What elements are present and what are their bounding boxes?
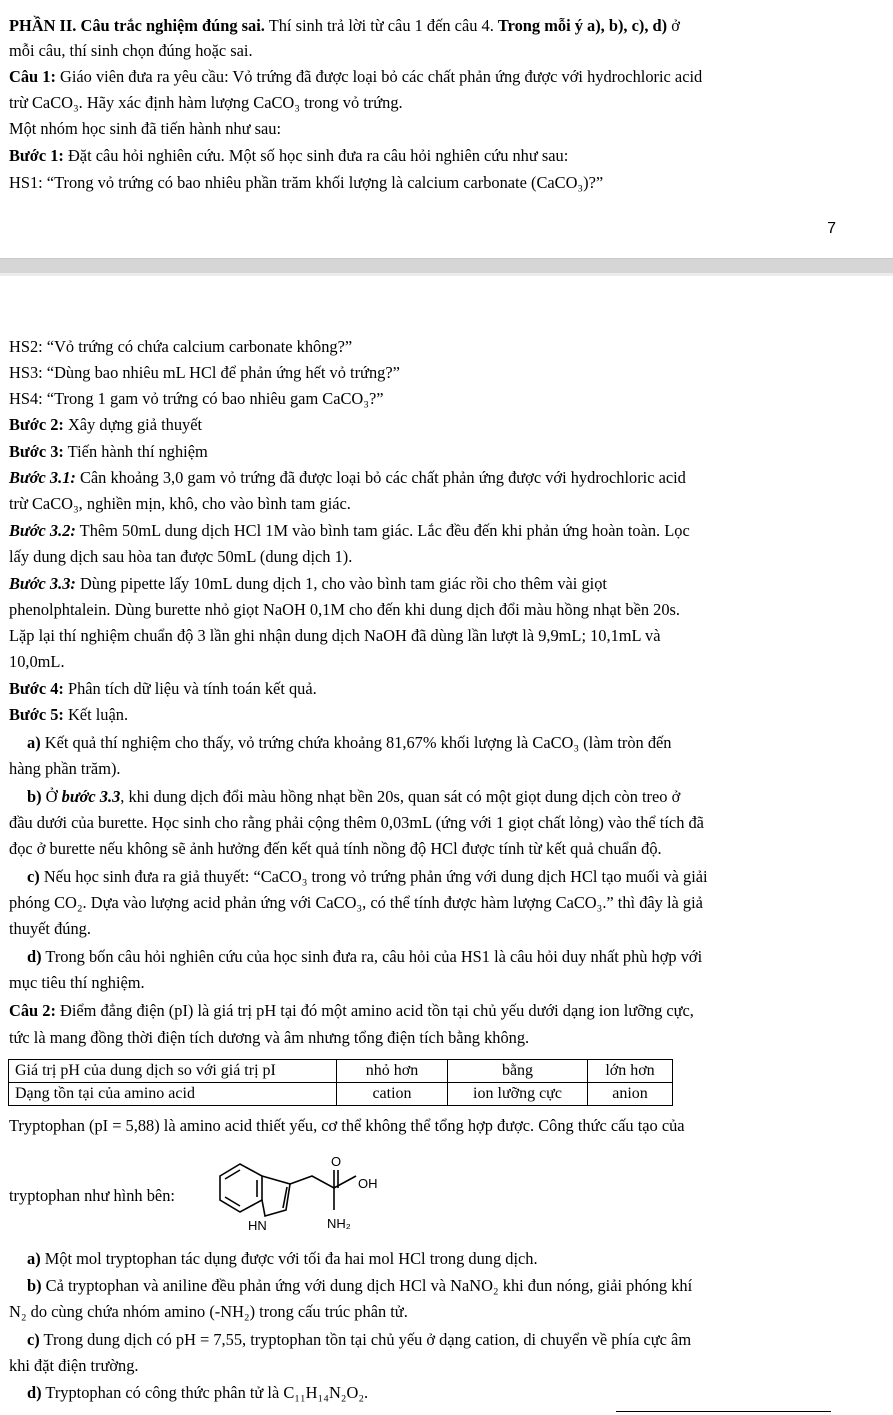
step5 (9, 704, 883, 726)
page-break-shadow (0, 273, 893, 276)
option-b-text: , khi dung dịch đổi màu hồng nhạt bền 20s, quan sát có một giọt dung dịch còn treo ở (120, 787, 681, 806)
q2-option-c-cont: khi đặt điện trường. (9, 1356, 139, 1375)
page-number: 7 (827, 220, 836, 237)
q1-option-a (27, 732, 883, 754)
step2 (9, 414, 883, 436)
hs3-question: HS3: “Dùng bao nhiêu mL HCl để phản ứng hết vỏ trứng?” (9, 363, 400, 382)
step4 (9, 678, 883, 700)
step3-3-label: Bước 3.3: (9, 574, 76, 593)
step2-text: Xây dựng giả thuyết (63, 415, 203, 434)
hs4-question: HS4: “Trong 1 gam vỏ trứng có bao nhiêu gam CaCO₃?” (9, 389, 384, 408)
q2-option-b-cont: N₂ do cùng chứa nhóm amino (-NH₂) trong cấu trúc phân tử. (9, 1302, 408, 1321)
q2-option-a (27, 1248, 883, 1270)
step4-text: Phân tích dữ liệu và tính toán kết quả. (63, 679, 317, 698)
table-cell: cation (337, 1083, 448, 1106)
underline-rule (616, 1411, 831, 1412)
q1-option-c-cont1: phóng CO₂. Dựa vào lượng acid phản ứng với CaCO₃, có thể tính được hàm lượng CaCO₃.” thì đây là giả (9, 893, 703, 912)
step3-3-cont1: phenolphtalein. Dùng burette nhỏ giọt NaOH 0,1M cho đến khi dung dịch đổi màu hồng nhạt bền 20s. (9, 600, 680, 619)
q1-text-2: trừ CaCO₃. Hãy xác định hàm lượng CaCO₃ trong vỏ trứng. (9, 93, 403, 112)
step3-3-text: Dùng pipette lấy 10mL dung dịch 1, cho vào bình tam giác rồi cho thêm vài giọt (75, 574, 607, 593)
option-a-label: a) (27, 1249, 41, 1268)
option-d-text: Tryptophan có công thức phân tử là C₁₁H₁₄N₂O₂. (41, 1383, 369, 1402)
table-cell: lớn hơn (588, 1060, 673, 1083)
q2-text-4: tryptophan như hình bên: (9, 1186, 175, 1205)
step3-1-text: Cân khoảng 3,0 gam vỏ trứng đã được loại bỏ các chất phản ứng được với hydrochloric acid (75, 468, 686, 487)
q1-text-3: Một nhóm học sinh đã tiến hành như sau: (9, 119, 282, 138)
q1-option-d-cont: mục tiêu thí nghiệm. (9, 973, 145, 992)
q1-option-b-cont2: đọc ở burette nếu không sẽ ảnh hưởng đến kết quả tính nồng độ HCl được tính từ kết quả chuẩn độ. (9, 839, 662, 858)
q1-option-a-cont: hàng phần trăm). (9, 759, 121, 778)
intro-tail: ở (667, 16, 680, 35)
pi-table (8, 1059, 673, 1106)
q1-text-1 (9, 66, 883, 88)
option-c-label: c) (27, 1330, 40, 1349)
step1 (9, 145, 883, 167)
option-c-text: Nếu học sinh đưa ra giả thuyết: “CaCO₃ trong vỏ trứng phản ứng với dung dịch HCl tạo muối và giải (39, 867, 708, 886)
amino-label: NH₂ (327, 1216, 351, 1231)
table-cell: bằng (448, 1060, 588, 1083)
q1-label: Câu 1: (9, 67, 56, 86)
intro-bold: Trong mỗi ý a), b), c), d) (497, 16, 668, 35)
table-cell: Dạng tồn tại của amino acid (9, 1083, 337, 1106)
hs1-question: HS1: “Trong vỏ trứng có bao nhiêu phần trăm khối lượng là calcium carbonate (CaCO₃)?” (9, 173, 604, 192)
table-row (9, 1060, 673, 1083)
nh-label: HN (248, 1218, 267, 1233)
step5-label: Bước 5: (9, 705, 64, 724)
q2-label: Câu 2: (9, 1001, 56, 1020)
q1-option-c-cont2: thuyết đúng. (9, 919, 91, 938)
option-a-label: a) (27, 733, 41, 752)
step3-2 (9, 520, 883, 542)
intro-text: Thí sinh trả lời từ câu 1 đến câu 4. (264, 16, 498, 35)
q1-l1: Giáo viên đưa ra yêu cầu: Vỏ trứng đã được loại bỏ các chất phản ứng được với hydrochloric acid (55, 67, 703, 86)
step3-1 (9, 467, 883, 489)
step3-1-label: Bước 3.1: (9, 468, 76, 487)
hydroxyl-label: OH (358, 1176, 378, 1191)
option-d-label: d) (27, 947, 42, 966)
step3-3-cont2: Lặp lại thí nghiệm chuẩn độ 3 lần ghi nhận dung dịch NaOH đã dùng lần lượt là 9,9mL; 10,1mL và (9, 626, 661, 645)
step3-3 (9, 573, 883, 595)
option-c-label: c) (27, 867, 40, 886)
part-heading: PHẦN II. Câu trắc nghiệm đúng sai. (9, 16, 265, 35)
table-cell: Giá trị pH của dung dịch so với giá trị pI (9, 1060, 337, 1083)
step3-1-cont: trừ CaCO₃, nghiền mịn, khô, cho vào bình tam giác. (9, 494, 351, 513)
step1-text: Đặt câu hỏi nghiên cứu. Một số học sinh đưa ra câu hỏi nghiên cứu như sau: (63, 146, 569, 165)
q2-text-3: Tryptophan (pI = 5,88) là amino acid thiết yếu, cơ thể không thể tổng hợp được. Công thức cấu tạo của (9, 1116, 685, 1135)
q2-l1: Điểm đẳng điện (pI) là giá trị pH tại đó một amino acid tồn tại chủ yếu dưới dạng ion lưỡng cực, (55, 1001, 694, 1020)
oxygen-label: O (331, 1154, 342, 1169)
table-row (9, 1083, 673, 1106)
step4-label: Bước 4: (9, 679, 64, 698)
q2-option-c (27, 1329, 883, 1351)
tryptophan-structure (210, 1148, 378, 1240)
option-b-label: b) (27, 787, 42, 806)
q2-text-1 (9, 1000, 883, 1022)
option-a-text: Một mol tryptophan tác dụng được với tối đa hai mol HCl trong dung dịch. (40, 1249, 538, 1268)
step3-text: Tiến hành thí nghiệm (63, 442, 208, 461)
step3-2-label: Bước 3.2: (9, 521, 76, 540)
cut-off-top-text (0, 0, 893, 2)
page-break (0, 258, 893, 274)
step5-text: Kết luận. (63, 705, 129, 724)
option-c-text: Trong dung dịch có pH = 7,55, tryptophan tồn tại chủ yếu ở dạng cation, di chuyển về phía cực âm (39, 1330, 692, 1349)
step3-label: Bước 3: (9, 442, 64, 461)
part2-intro (9, 15, 883, 37)
q2-option-d (27, 1382, 883, 1404)
option-b-pre: Ở (41, 787, 62, 806)
q1-option-b (27, 786, 883, 808)
intro-line2: mỗi câu, thí sinh chọn đúng hoặc sai. (9, 41, 253, 60)
q1-option-c (27, 866, 883, 888)
option-b-label: b) (27, 1276, 42, 1295)
step3-2-cont: lấy dung dịch sau hòa tan được 50mL (dung dịch 1). (9, 547, 353, 566)
option-b-text: Cả tryptophan và aniline đều phản ứng với dung dịch HCl và NaNO₂ khi đun nóng, giải phóng khí (41, 1276, 693, 1295)
benzene-ring (220, 1164, 262, 1212)
step3-2-text: Thêm 50mL dung dịch HCl 1M vào bình tam giác. Lắc đều đến khi phản ứng hoàn toàn. Lọc (75, 521, 690, 540)
table-cell: anion (588, 1083, 673, 1106)
step3-3-cont3: 10,0mL. (9, 652, 65, 671)
option-d-text: Trong bốn câu hỏi nghiên cứu của học sinh đưa ra, câu hỏi của HS1 là câu hỏi duy nhất phù hợp với (41, 947, 703, 966)
q1-option-d (27, 946, 883, 968)
q1-option-b-cont1: đầu dưới của burette. Học sinh cho rằng phải cộng thêm 0,03mL (ứng với 1 giọt chất lỏng) vào thể tích đã (9, 813, 704, 832)
step1-label: Bước 1: (9, 146, 64, 165)
q2-option-b (27, 1275, 883, 1297)
hs2-question: HS2: “Vỏ trứng có chứa calcium carbonate không?” (9, 337, 353, 356)
option-d-label: d) (27, 1383, 42, 1402)
table-cell: nhỏ hơn (337, 1060, 448, 1083)
table-cell: ion lưỡng cực (448, 1083, 588, 1106)
step2-label: Bước 2: (9, 415, 64, 434)
option-b-emph: bước 3.3 (61, 787, 121, 806)
q2-text-2: tức là mang đồng thời điện tích dương và âm nhưng tổng điện tích bằng không. (9, 1028, 530, 1047)
option-a-text: Kết quả thí nghiệm cho thấy, vỏ trứng chứa khoảng 81,67% khối lượng là CaCO₃ (làm tròn đến (40, 733, 672, 752)
step3 (9, 441, 883, 463)
